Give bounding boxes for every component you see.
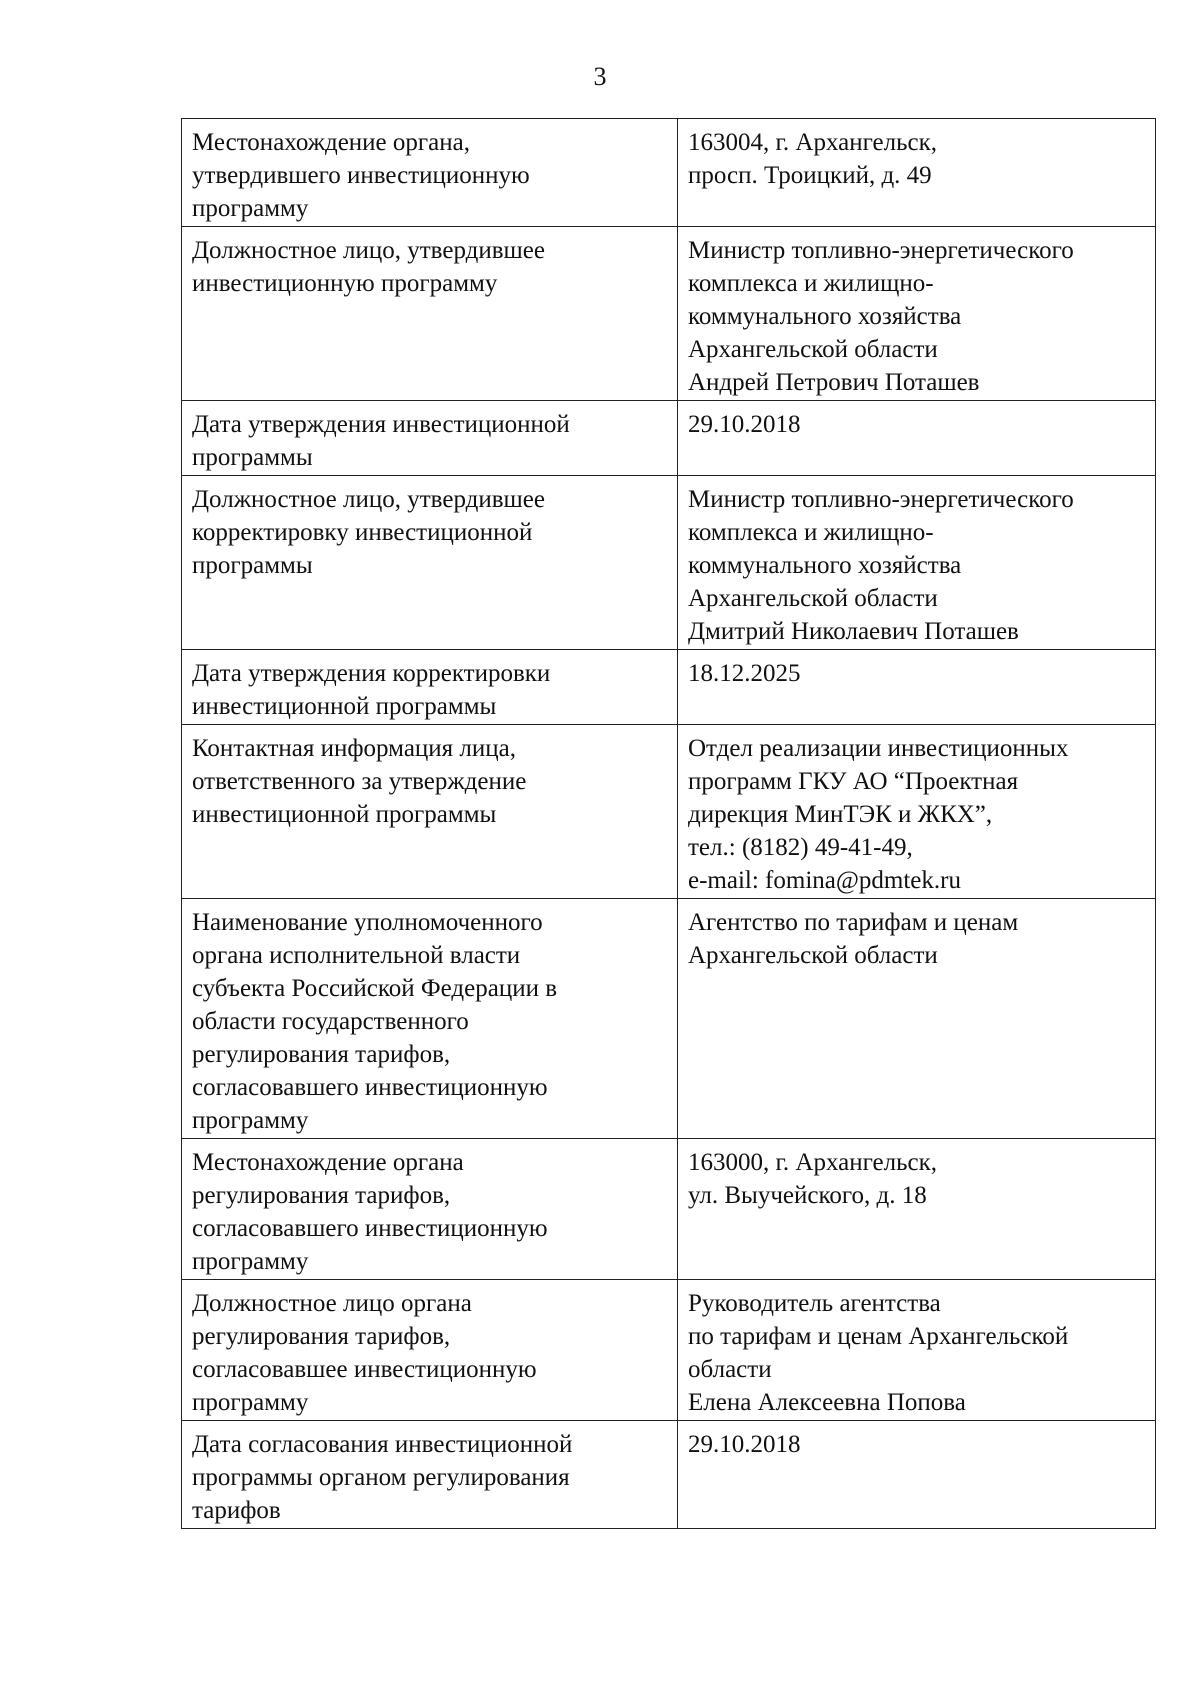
row-value-line: Архангельской области [688, 585, 938, 612]
row-label-line: согласовавшее инвестиционную [192, 1356, 537, 1383]
row-value-line: коммунального хозяйства [688, 552, 962, 579]
row-label-line: субъекта Российской Федерации в [192, 975, 558, 1002]
row-value-line: Дмитрий Николаевич Поташев [688, 618, 1019, 645]
row-value-line: Архангельской области [688, 336, 938, 363]
page-number: 3 [593, 62, 607, 91]
row-value-line: области [688, 1356, 772, 1383]
empty-line-spacer [192, 864, 667, 897]
row-value-line: Андрей Петрович Поташев [688, 369, 980, 396]
row-label-line: инвестиционную программу [192, 270, 498, 297]
table-cell-value [678, 227, 1156, 401]
row-label-line: программы органом регулирования [192, 1464, 570, 1491]
row-value-line: Министр топливно-энергетического [688, 237, 1074, 264]
table-row [182, 1421, 1156, 1529]
empty-line-spacer [688, 1104, 1145, 1137]
table-row [182, 227, 1156, 401]
row-value-line: 29.10.2018 [688, 1431, 801, 1458]
table-cell-label [182, 227, 678, 401]
table-body [182, 119, 1156, 1529]
empty-line-spacer [688, 972, 1145, 1005]
row-value-line: Елена Алексеевна Попова [688, 1389, 966, 1416]
row-label-line: Местонахождение органа, [192, 129, 470, 156]
row-value-line: 18.12.2025 [688, 660, 801, 687]
table-cell-label [182, 650, 678, 725]
table-cell-label [182, 401, 678, 476]
row-label-line: инвестиционной программы [192, 801, 497, 828]
empty-line-spacer [688, 1038, 1145, 1071]
row-label-line: программу [192, 195, 309, 222]
row-label-line: программы [192, 444, 313, 471]
table-row [182, 650, 1156, 725]
table-row [182, 899, 1156, 1139]
table-cell-value [678, 119, 1156, 227]
row-value-line: e-mail: fomina@pdmtek.ru [688, 867, 961, 894]
table-cell-value [678, 650, 1156, 725]
empty-line-spacer [688, 1212, 1145, 1245]
table-cell-value [678, 725, 1156, 899]
row-label-line: программу [192, 1107, 309, 1134]
empty-line-spacer [192, 615, 667, 648]
table-cell-label [182, 1139, 678, 1280]
row-label-line: утвердившего инвестиционную [192, 162, 530, 189]
empty-line-spacer [192, 831, 667, 864]
row-label-line: регулирования тарифов, [192, 1323, 451, 1350]
row-label-line: согласовавшего инвестиционную [192, 1215, 548, 1242]
row-value-line: комплекса и жилищно- [688, 270, 934, 297]
empty-line-spacer [688, 1071, 1145, 1104]
table-row [182, 1139, 1156, 1280]
empty-line-spacer [192, 333, 667, 366]
table-cell-label [182, 119, 678, 227]
row-label-line: корректировку инвестиционной [192, 519, 533, 546]
empty-line-spacer [688, 1494, 1145, 1527]
table-cell-label [182, 725, 678, 899]
table-cell-label [182, 476, 678, 650]
table-row [182, 401, 1156, 476]
row-label-line: согласовавшего инвестиционную [192, 1074, 548, 1101]
row-value-line: ул. Выучейского, д. 18 [688, 1182, 927, 1209]
table-cell-value [678, 1421, 1156, 1529]
row-value-line: Руководитель агентства [688, 1290, 941, 1317]
table-cell-value [678, 1139, 1156, 1280]
row-label-line: Дата согласования инвестиционной [192, 1431, 573, 1458]
table-cell-value [678, 401, 1156, 476]
table-cell-value [678, 1280, 1156, 1421]
row-value-line: 163004, г. Архангельск, [688, 129, 938, 156]
empty-line-spacer [688, 192, 1145, 225]
table-cell-value [678, 899, 1156, 1139]
row-value-line: коммунального хозяйства [688, 303, 962, 330]
investment-program-info-table [181, 118, 1156, 1529]
table-cell-label [182, 899, 678, 1139]
empty-line-spacer [688, 1461, 1145, 1494]
table-cell-label [182, 1280, 678, 1421]
table-row [182, 119, 1156, 227]
row-label-line: органа исполнительной власти [192, 942, 521, 969]
row-label-line: инвестиционной программы [192, 693, 497, 720]
empty-line-spacer [688, 690, 1145, 723]
table-cell-value [678, 476, 1156, 650]
row-label-line: регулирования тарифов, [192, 1041, 451, 1068]
row-value-line: просп. Троицкий, д. 49 [688, 162, 932, 189]
row-label-line: регулирования тарифов, [192, 1182, 451, 1209]
table-row [182, 725, 1156, 899]
row-label-line: области государственного [192, 1008, 469, 1035]
row-label-line: Должностное лицо, утвердившее [192, 237, 545, 264]
row-label-line: ответственного за утверждение [192, 768, 527, 795]
empty-line-spacer [192, 582, 667, 615]
row-label-line: Местонахождение органа [192, 1149, 464, 1176]
table-row [182, 476, 1156, 650]
empty-line-spacer [688, 441, 1145, 474]
row-value-line: комплекса и жилищно- [688, 519, 934, 546]
row-value-line: программ ГКУ АО “Проектная [688, 768, 1019, 795]
row-value-line: Отдел реализации инвестиционных [688, 735, 1069, 762]
row-label-line: Дата утверждения инвестиционной [192, 411, 570, 438]
row-label-line: программу [192, 1389, 309, 1416]
empty-line-spacer [192, 300, 667, 333]
row-value-line: дирекция МинТЭК и ЖКХ”, [688, 801, 993, 828]
row-value-line: Министр топливно-энергетического [688, 486, 1074, 513]
row-value-line: Архангельской области [688, 942, 938, 969]
row-label-line: Должностное лицо органа [192, 1290, 472, 1317]
table-row [182, 1280, 1156, 1421]
row-value-line: Агентство по тарифам и ценам [688, 909, 1019, 936]
row-label-line: Дата утверждения корректировки [192, 660, 551, 687]
row-value-line: 163000, г. Архангельск, [688, 1149, 938, 1176]
row-value-line: 29.10.2018 [688, 411, 801, 438]
row-value-line: по тарифам и ценам Архангельской [688, 1323, 1069, 1350]
row-label-line: программу [192, 1248, 309, 1275]
row-label-line: тарифов [192, 1497, 281, 1524]
row-label-line: Должностное лицо, утвердившее [192, 486, 545, 513]
row-label-line: Наименование уполномоченного [192, 909, 543, 936]
empty-line-spacer [688, 1245, 1145, 1278]
row-label-line: программы [192, 552, 313, 579]
empty-line-spacer [688, 1005, 1145, 1038]
row-value-line: тел.: (8182) 49-41-49, [688, 834, 913, 861]
row-label-line: Контактная информация лица, [192, 735, 517, 762]
table-cell-label [182, 1421, 678, 1529]
empty-line-spacer [192, 366, 667, 399]
